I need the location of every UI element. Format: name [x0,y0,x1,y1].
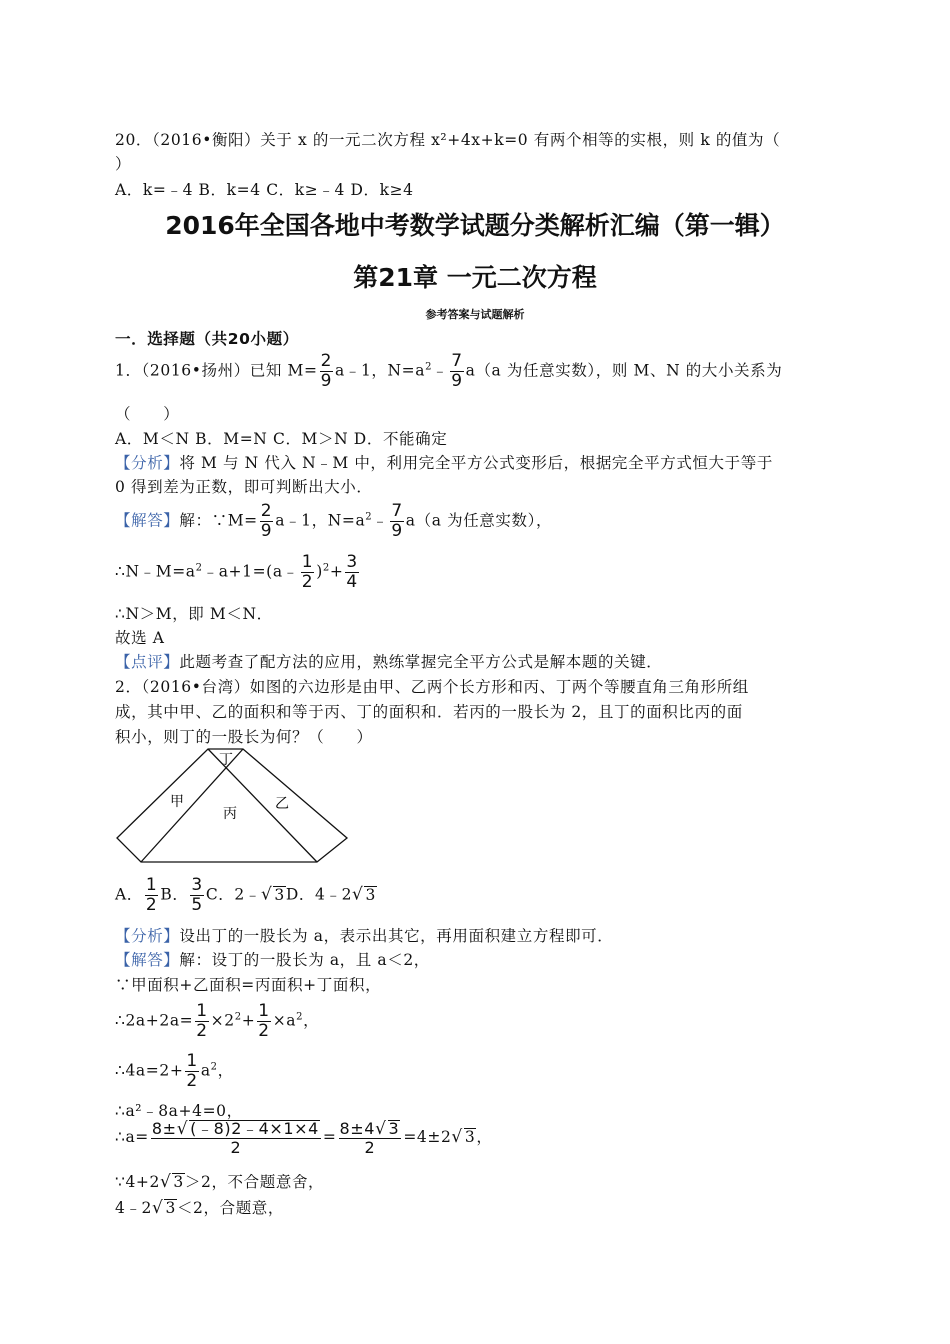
q2-stem-1: 2．（2016•台湾）如图的六边形是由甲、乙两个长方形和丙、丁两个等腰直角三角形所组 [115,678,749,696]
q1-equation: $\therefore N﹣M=a^2﹣a+1=(a﹣$ $\frac{1}{2}$ )$^2$+ $\frac{3}{4}$ [115,552,358,592]
answer-tag: 【解答】 [115,511,180,530]
q1-paren: （ ） [115,405,180,423]
q2-line-5: ∴a= $\frac{8\pm√ (﹣8)2﹣4\times 1\times 4}{2}$ = $\frac{8\pm 4√ 3}{2}$ =4±2√ 3， [115,1119,493,1157]
q2-answer: 【解答】解：设丁的一股长为 a，且 a＜2， [115,951,430,969]
q1-analysis-cont: 0 得到差为正数，即可判断出大小． [115,478,373,496]
q1-conclusion: ∴N＞M，即 M＜N． [115,605,273,623]
chapter-title: 第21章 一元二次方程 [353,263,597,292]
q1-analysis: 【分析】将 M 与 N 代入 N﹣M 中，利用完全平方公式变形后，根据完全平方式恒大于等于 [115,454,773,472]
document-title: 2016年全国各地中考数学试题分类解析汇编（第一辑） [165,211,785,240]
q2-line-4: ∴a²﹣8a+4=0， [115,1102,243,1120]
q1-options: A．M＜N B．M=N C．M＞N D．不能确定 [115,430,448,448]
q2-analysis: 【分析】设出丁的一股长为 a，表示出其它，再用面积建立方程即可． [115,927,614,945]
q1-comment: 【点评】此题考查了配方法的应用，熟练掌握完全平方公式是解本题的关键． [115,653,663,671]
section-heading: 一．选择题（共20小题） [115,330,299,348]
q20-paren: ） [115,155,132,173]
q2-line-6: ∵4+2√ 3＞2，不合题意舍， [115,1172,325,1192]
q20-options: A．k=﹣4 B．k=4 C．k≥﹣4 D．k≥4 [115,181,414,199]
q2-line-7: 4﹣2√ 3＜2，合题意， [115,1198,284,1218]
analysis-tag: 【分析】 [115,454,180,472]
q2-stem-2: 成，其中甲、乙的面积和等于丙、丁的面积和．若丙的一股长为 2，且丁的面积比丙的面 [115,703,743,721]
q1-choice: 故选 A [115,629,165,647]
q1-stem: 1．（2016•扬州）已知 M= $\frac{2}{9}$ a﹣1，$N=a^2﹣$ $\frac{7}{9}$ a（a 为任意实数），则 M、N 的大小关系为 [115,351,783,391]
q1-answer: 【解答】解：∵M= $\frac{2}{9}$ a﹣1，$N=a^2﹣$ $\frac{7}{9}$ a（a 为任意实数）， [115,501,553,541]
label-bing: 丙 [223,806,237,822]
q2-stem-3: 积小，则丁的一股长为何？（ ） [115,728,373,746]
q20-stem: 20．（2016•衡阳）关于 x 的一元二次方程 x²+4x+k=0 有两个相等的实根，则 k 的值为（ [115,131,781,149]
q2-line-2: ∴2a+2a= $\frac{1}{2}$ $\times 2^2+$ $\frac{1}{2}$ $\times a^2$， [115,1001,320,1041]
answer-subtitle: 参考答案与试题解析 [425,308,525,321]
q2-line-3: ∴4a=2+ $\frac{1}{2}$ $a^2$， [115,1051,234,1091]
label-yi: 乙 [275,796,289,812]
q2-options: A． $\frac{1}{2}$ B． $\frac{3}{5}$ C．2﹣√ 3D．4﹣2√ 3 [115,875,376,915]
comment-tag: 【点评】 [115,653,180,671]
q2-line-1: ∵甲面积+乙面积=丙面积+丁面积， [115,976,382,994]
label-ding: 丁 [219,752,233,768]
hexagon-figure [115,746,350,868]
label-jia: 甲 [170,794,184,810]
